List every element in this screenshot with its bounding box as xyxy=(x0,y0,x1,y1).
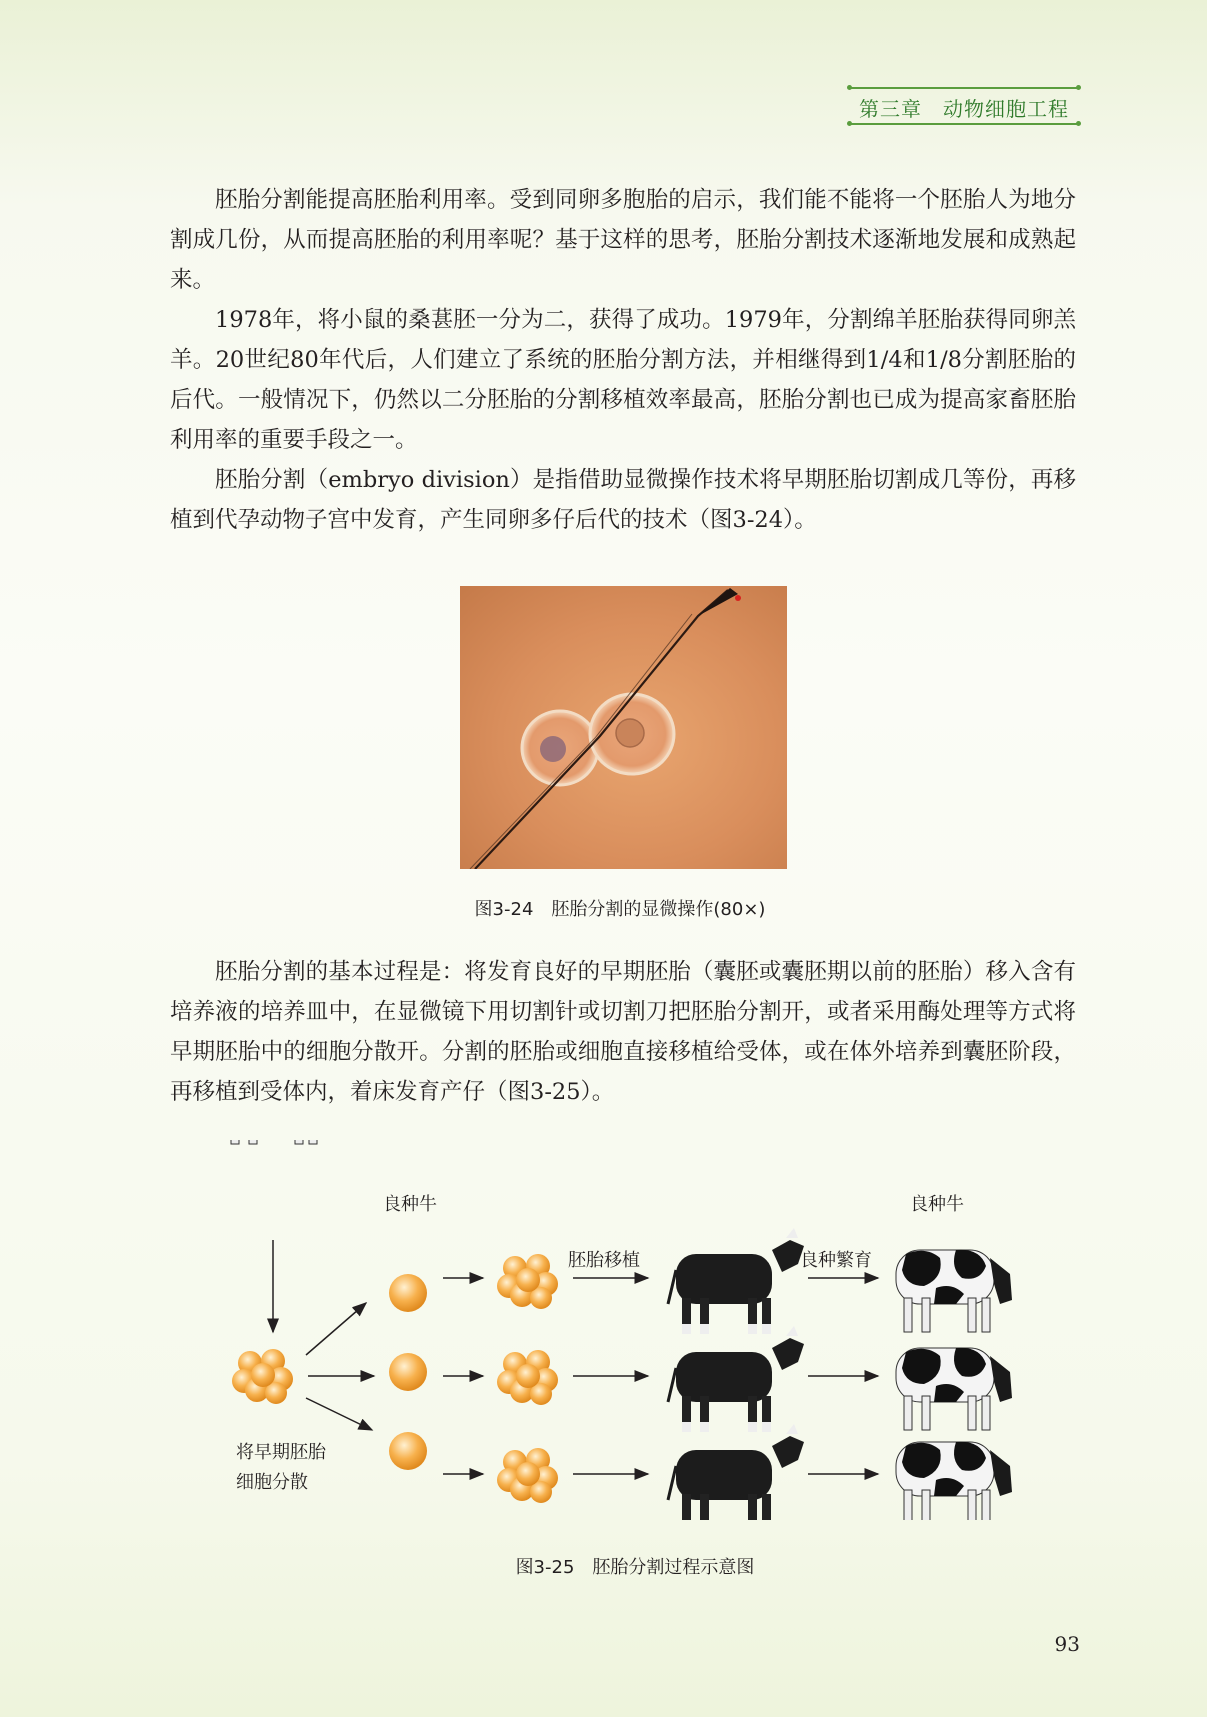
paragraph-1: 胚胎分割能提高胚胎利用率。受到同卵多胞胎的启示，我们能不能将一个胚胎人为地分割成几份，从而提高胚胎的利用率呢？基于这样的思考，胚胎分割技术逐渐地发展和成熟起来。 xyxy=(170,187,1076,293)
paragraph-2: 1978年，将小鼠的桑葚胚一分为二，获得了成功。1979年，分割绵羊胚胎获得同卵羔羊。20世纪80年代后，人们建立了系统的胚胎分割方法，并相继得到1/4和1/8分割胚胎的后代。一般情况下，仍然以二分胚胎的分割移植效率最高，胚胎分割也已成为提高家畜胚胎利用率的重要手段之一。 xyxy=(170,307,1076,453)
micrograph-illustration xyxy=(460,586,787,869)
label-disperse-line2: 细胞分散 xyxy=(236,1472,308,1493)
paragraph-4: 胚胎分割的基本过程是：将发育良好的早期胚胎（囊胚或囊胚期以前的胚胎）移入含有培养液的培养皿中，在显微镜下用切割针或切割刀把胚胎分割开，或者采用酶处理等方式将早期胚胎中的细胞分散开。分割的胚胎或细胞直接移植给受体，或在体外培养到囊胚阶段，再移植到受体内，着床发育产仔（图3-25）。 xyxy=(170,959,1076,1105)
label-breeding: 良种繁育 xyxy=(800,1250,872,1271)
header-dot xyxy=(1076,121,1081,126)
chapter-title xyxy=(850,93,1078,122)
page-number: 93 xyxy=(1054,1632,1080,1656)
blastocyst-cluster xyxy=(497,1254,558,1309)
recipient-cow-icon xyxy=(668,1228,804,1334)
blastomere-left xyxy=(540,736,566,762)
embryo-splitting-diagram xyxy=(228,1140,1028,1520)
offspring-cow-icon xyxy=(896,1348,1012,1430)
blastocyst-cluster xyxy=(497,1448,558,1503)
arrow-branch-bottom xyxy=(306,1398,372,1430)
donor-cow-icon xyxy=(228,1140,339,1144)
offspring-cow-icon xyxy=(896,1442,1012,1520)
chapter-number: 第三章 xyxy=(859,97,922,121)
chapter-header xyxy=(850,84,1078,124)
recipient-cow-icon xyxy=(668,1424,804,1520)
single-cell xyxy=(389,1432,427,1470)
body-text-top xyxy=(170,180,1076,540)
arrow-branch-top xyxy=(306,1303,366,1355)
label-embryo-transfer: 胚胎移植 xyxy=(568,1250,640,1271)
header-dot xyxy=(847,121,852,126)
header-rule-bottom xyxy=(850,123,1078,125)
header-dot xyxy=(847,85,852,90)
header-rule-top xyxy=(850,87,1078,89)
figure-3-25-caption: 图3-25 胚胎分割过程示意图 xyxy=(515,1557,755,1578)
offspring-cow-icon xyxy=(896,1250,1012,1332)
header-dot xyxy=(1076,85,1081,90)
recipient-cow-icon xyxy=(668,1326,804,1432)
label-offspring: 良种牛 xyxy=(910,1194,964,1215)
paragraph-3: 胚胎分割（embryo division）是指借助显微操作技术将早期胚胎切割成几等份，再移植到代孕动物子宫中发育，产生同卵多仔后代的技术（图3-24）。 xyxy=(170,467,1076,533)
diagram-graphics xyxy=(228,1140,1028,1520)
blastocyst-cluster xyxy=(497,1350,558,1405)
needle-tip-mark xyxy=(735,595,741,601)
early-embryo-cluster xyxy=(232,1349,293,1404)
figure-3-24-caption: 图3-24 胚胎分割的显微操作(80×) xyxy=(474,899,766,920)
single-cell xyxy=(389,1274,427,1312)
body-text-middle xyxy=(170,952,1076,1112)
single-cell xyxy=(389,1353,427,1391)
label-donor: 良种牛 xyxy=(383,1194,437,1215)
micrograph-photo xyxy=(460,586,787,869)
chapter-name: 动物细胞工程 xyxy=(943,97,1069,121)
blastomere-right xyxy=(616,719,644,747)
needle-holder xyxy=(698,588,738,616)
label-disperse-line1: 将早期胚胎 xyxy=(236,1442,326,1463)
